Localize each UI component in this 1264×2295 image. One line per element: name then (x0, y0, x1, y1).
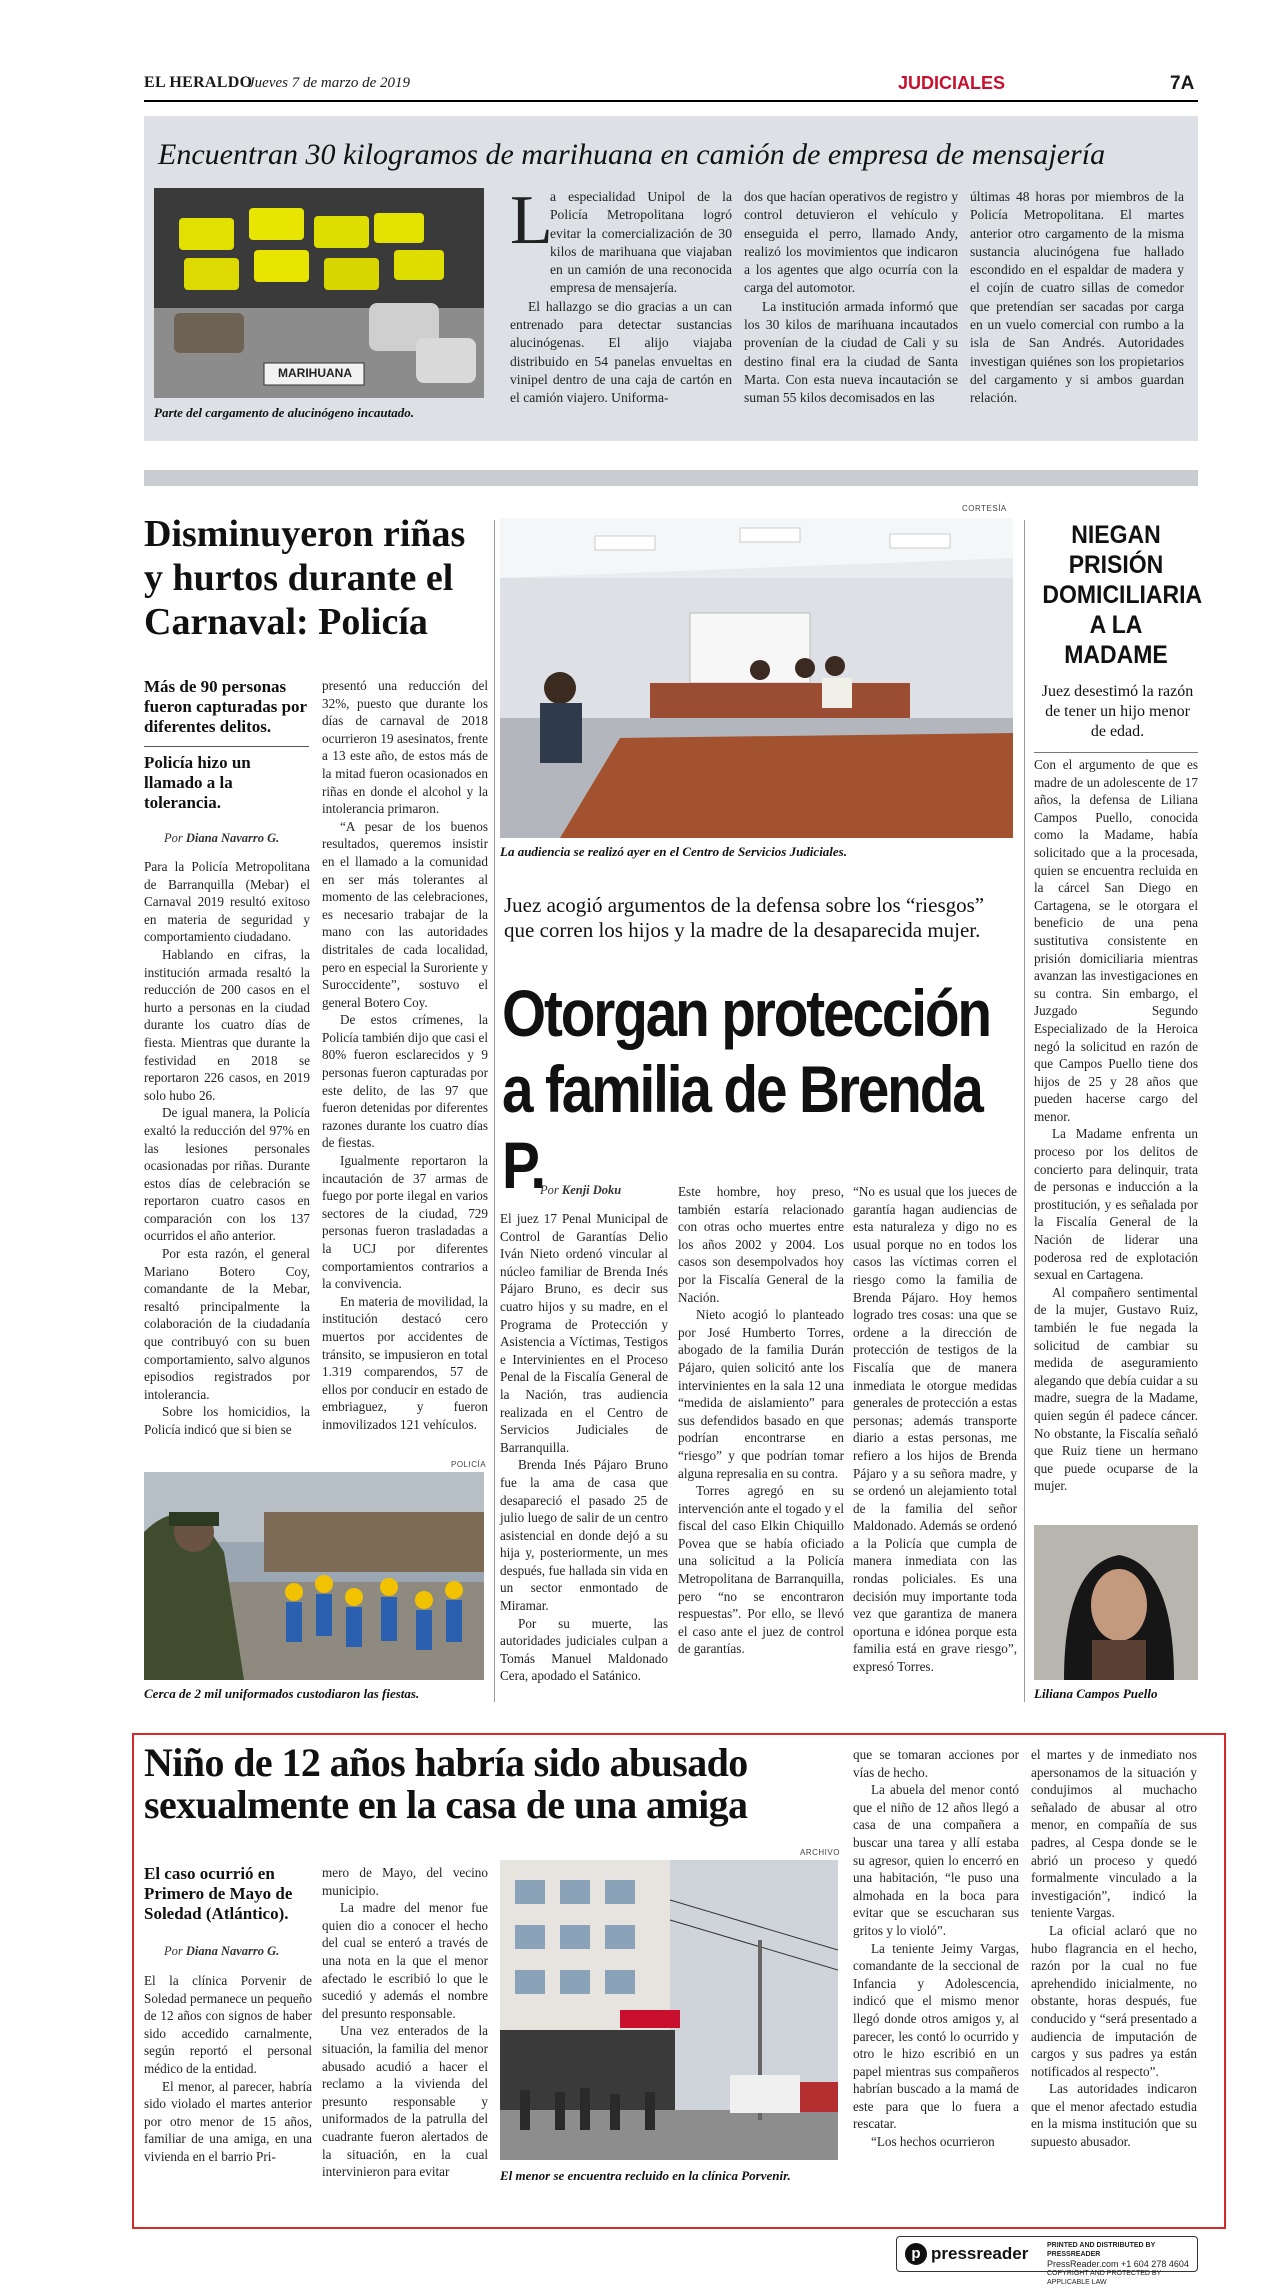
issue-date: Jueves 7 de marzo de 2019 (248, 75, 411, 91)
nino-col3-p1: que se tomaran acciones por vías de hecho. (853, 1747, 1019, 1780)
nino-col2-p2: La madre del menor fue quien dio a conocer el hecho del cual se enteró a través de una nota en la que el menor afectado le escribió lo que le sucedió y además el nombre del presunto responsable. (322, 1900, 488, 2021)
marihuana-col1 (510, 182, 732, 408)
carnaval-deck-rule (144, 746, 309, 747)
carnaval-col1 (144, 858, 310, 1439)
madame-photo (1034, 1525, 1198, 1680)
brenda-caption: La audiencia se realizó ayer en el Centro de Servicios Judiciales. (500, 844, 847, 859)
marihuana-col1-p2: El hallazgo se dio gracias a un can entrenado para detectar sustancias alucinógenas. El alijo viajaba distribuido en 54 panelas envueltas en vinipel dentro de una caja de cartón en el camión viajero. Uniforma- (510, 298, 732, 406)
marihuana-photo (154, 188, 484, 398)
carnaval-byline-author: Diana Navarro G. (185, 831, 280, 845)
madame-p1: Con el argumento de que es madre de un adolescente de 17 años, la defensa de Liliana Campos Puello, conocida como la Madame, había solicitado que a la procesada, quien se encuentra recluida en la cárcel San Diego en Cartagena, se le otorgara el beneficio de una pena sustitutiva consistente en prisión domiciliaria mientras avanzan las investigaciones en su contra. Sin embargo, el Juzgado Segundo Especializado de la Heroica negó la solicitud en razón de que Campos Puello tiene dos hijos de 25 y 28 años que pueden hacerse cargo del menor. (1034, 757, 1198, 1124)
brenda-byline-prefix: Por (540, 1183, 559, 1197)
carnaval-col2-p2: “A pesar de los buenos resultados, queremos insistir en el llamado a la comunidad en ser más tolerantes al momento de las celebraciones, es necesario trabajar de la mano con las autoridades distritales de cada localidad, pero en especial la Suroriente y Suroccidente”, sostuvo el general Botero Coy. (322, 818, 488, 1010)
pressreader-line-1: PRINTED AND DISTRIBUTED BY PRESSREADER (1047, 2242, 1156, 2258)
carnaval-col2-p1: presentó una reducción del 32%, puesto que durante los días de carnaval de 2018 ocurrieron 19 asesinatos, frente a 13 este año, de estos más de la mitad fueron ocasionados en riñas en donde el alcohol y la intolerancia primaron. (322, 678, 488, 817)
marihuana-caption: Parte del cargamento de alucinógeno incautado. (154, 405, 414, 420)
col-rule-right (1024, 520, 1025, 1702)
carnaval-col2-p3: De estos crímenes, la Policía también dijo que casi el 80% fueron esclarecidos y 9 personas fueron capturadas por este delito, de las 97 que fueron detenidas por diferentes razones durante los cuatro días de fiestas. (322, 1012, 488, 1151)
clinic-building-image (500, 1860, 838, 2160)
brenda-col2-p2: Nieto acogió lo planteado por José Humberto Torres, abogado de la familia Durán Pájaro, quien solicitó ante los intervinientes en la sala 12 una “medida de aislamiento” para sus defendidos basado en que podrían encontrarse en “riesgo” y que podrían tomar alguna represalia en su contra. (678, 1307, 844, 1481)
nino-col3-p3: La teniente Jeimy Vargas, comandante de la seccional de Infancia y Adolescencia, indicó que el mismo menor llegó donde otros amigos y, al parecer, les contó lo ocurrido y otro le hizo escribió en un papel mientras sus compañeros habrían buscado a la mamá de este para que lo fuera a rescatar. (853, 1940, 1019, 2132)
brenda-col1-p1: El juez 17 Penal Municipal de Control de Garantías Delio Iván Nieto ordenó vincular al núcleo familiar de Brenda Inés Pájaro Bruno, es decir sus cuatro hijos y su madre, en el Programa de Protección y Asistencia a Víctimas, Testigos e Intervinientes en el Proceso Penal de la Fiscalía General de la Nación, tras audiencia realizada en el Centro de Servicios Judiciales de Barranquilla. (500, 1211, 668, 1455)
carnaval-deck2: Policía hizo un llamado a la tolerancia. (144, 753, 251, 812)
madame-body (1034, 756, 1198, 1495)
nino-col3 (853, 1746, 1019, 2151)
brenda-photo (500, 518, 1013, 838)
nino-deck: El caso ocurrió en Primero de Mayo de Soledad (Atlántico). (144, 1864, 293, 1923)
nino-byline (164, 1944, 279, 1959)
nino-col3-p4: “Los hechos ocurrieron (871, 2134, 995, 2150)
brenda-col3 (853, 1183, 1017, 1676)
brenda-byline (540, 1183, 621, 1198)
nino-col2-p3: Una vez enterados de la situación, la familia del menor abusado acudió a hacer el reclamo a la vivienda del presunto responsable y uniformados de la patrulla del cuadrante fueron alertados de la situación, en la cual intervinieron para evitar (322, 2023, 488, 2180)
brenda-col2-p3: Torres agregó en su intervención ante el togado y el fiscal del caso Elkin Chiquillo Povea que se había oficiado una solicitud a la Policía Metropolitana de Barranquilla, pero “no se encontraron respuestas”. Por ello, se llevó el caso ante el juez de control de garantías. (678, 1483, 844, 1657)
madame-caption: Liliana Campos Puello (1034, 1686, 1158, 1701)
brenda-col1-p2: Brenda Inés Pájaro Bruno fue la ama de casa que desapareció el pasado 25 de julio luego de salir de un centro asistencial en donde dejó a su hija y, posteriormente, un mes después, fue hallada sin vida en un sector enmontado de Miramar. (500, 1457, 668, 1614)
nino-col3-p2: La abuela del menor contó que el niño de 12 años llegó a casa de una compañera a buscar una tarea y allí estaba su agresor, quien lo encerró en una habitación, “le puso una almohada en la boca para evitar que se escucharan sus gritos y lo violó”. (853, 1782, 1019, 1938)
nino-photo (500, 1860, 838, 2160)
nino-photo-credit: ARCHIVO (800, 1848, 840, 1857)
carnaval-col1-p1: Para la Policía Metropolitana de Barranquilla (Mebar) el Carnaval 2019 resultó exitoso en materia de seguridad y comportamiento ciudadano. (144, 859, 310, 945)
nino-col4-p3: Las autoridades indicaron que el menor afectado estudia en la misma institución que su supuesto abusador. (1031, 2081, 1197, 2150)
nino-caption: El menor se encuentra recluido en la clínica Porvenir. (500, 2168, 791, 2183)
carnaval-deck1: Más de 90 personas fueron capturadas por diferentes delitos. (144, 677, 307, 736)
pressreader-badge[interactable] (896, 2236, 1198, 2286)
marihuana-col2-p1: dos que hacían operativos de registro y control detuvieron el vehículo y enseguida el perro, llamado Andy, realizó los movimientos que indicaron a los agentes que algo ocurría con la carga del automotor. (744, 189, 958, 296)
nino-col4 (1031, 1746, 1197, 2151)
marihuana-dropcap: L (510, 182, 553, 259)
brenda-col1-p3: Por su muerte, las autoridades judiciales culpan a Tomás Manuel Maldonado Cera, apodado el Satánico. (500, 1615, 668, 1684)
page-number: 7A (1170, 73, 1195, 94)
marihuana-col1-p1: a especialidad Unipol de la Policía Metropolitana logró evitar la comercialización de 30 kilos de marihuana que viajaban en un camión de una reconocida empresa de mensajería. (550, 189, 732, 296)
carnaval-col2-p5: En materia de movilidad, la institución destacó cero muertos por accidentes de tránsito, se impusieron en total 1.319 comparendos, 57 de ellos por conducir en estado de embriaguez, y fueron inmovilizados 121 vehículos. (322, 1293, 488, 1432)
marihuana-headline: Encuentran 30 kilogramos de marihuana en camión de empresa de mensajería (158, 138, 1106, 171)
marihuana-label: MARIHUANA (278, 366, 352, 380)
brenda-col1 (500, 1210, 668, 1685)
section-divider-bar (144, 470, 1198, 486)
nino-col1 (144, 1972, 312, 2166)
carnaval-caption: Cerca de 2 mil uniformados custodiaron las fiestas. (144, 1686, 420, 1701)
brenda-photo-credit: CORTESÍA (962, 504, 1007, 513)
brenda-col2 (678, 1183, 844, 1658)
marihuana-col2 (744, 188, 958, 408)
carnaval-col2-p4: Igualmente reportaron la incautación de 37 armas de fuego por porte ilegal en varios sectores de la ciudad, 729 personas fueron trasladadas a la UCJ por diferentes comportamientos contrarios a la convivencia. (322, 1153, 488, 1292)
madame-headline: NIEGAN PRISIÓN DOMICILIARIA A LA MADAME (1042, 521, 1203, 669)
madame-p2: La Madame enfrenta un proceso por los delitos de concierto para delinquir, trata de personas e inducción a la prostitución, y es señalada por la Fiscalía General de la Nación de liderar una poderosa red de explotación sexual en Cartagena. (1034, 1126, 1198, 1283)
madame-deck: Juez desestimó la razón de tener un hijo menor de edad. (1041, 683, 1194, 740)
carnaval-headline: Disminuyeron riñas y hurtos durante el Carnaval: Policía (144, 513, 466, 643)
header-rule (144, 100, 1198, 102)
carnaval-col1-p2: Hablando en cifras, la institución armada resaltó la reducción de 200 casos en el hurto a personas en la ciudad durante los cuatro días de fiesta. Mientras que durante la festividad en 2018 se reportaron 226 casos, en 2019 solo hubo 26. (144, 946, 310, 1103)
nino-byline-author: Diana Navarro G. (185, 1944, 280, 1958)
brenda-byline-author: Kenji Doku (561, 1183, 622, 1197)
carnaval-col1-p3: De igual manera, la Policía exaltó la reducción del 97% en las lesiones personales ocasionadas por riñas. Durante estos días de celebración se reportaron cuatro casos en comparación con los 137 ocurridos el año anterior. (144, 1105, 310, 1244)
nino-col2-p1: mero de Mayo, del vecino municipio. (322, 1865, 488, 1898)
carnaval-photo (144, 1472, 484, 1680)
marihuana-col3-p1: últimas 48 horas por miembros de la Policía Metropolitana. El martes anterior otro cargamento de la misma sustancia alucinógena fue hallado escondido en el espaldar de madera y el cojín de cuatro sillas de comedor que pretendían ser sacadas por carga en un vuelo comercial con rumbo a la isla de San Andrés. Autoridades investigan quiénes son los propietarios del cargamento y si ambos guardan relación. (970, 189, 1184, 406)
liliana-portrait-image (1034, 1525, 1198, 1680)
nino-col2 (322, 1864, 488, 2181)
nino-byline-prefix: Por (164, 1944, 183, 1958)
madame-p3: Al compañero sentimental de la mujer, Gustavo Ruiz, también le fue negada la solicitud de cambiar su medida de aseguramiento alegando que debía cuidar a su madre, suegra de la Madame, quien según él padece cáncer. No obstante, la Fiscalía señaló que Ruiz tiene un hermano que puede ocuparse de la mujer. (1034, 1284, 1198, 1494)
marihuana-col3 (970, 188, 1184, 408)
nino-col4-p1: el martes y de inmediato nos apersonamos de la situación y condujimos al muchacho señalado de abusar al otro menor, en compañía de sus padres, al Cespa donde se le abrió un proceso y quedó formalmente vinculado a la investigación”, indicó la teniente Vargas. (1031, 1747, 1197, 1921)
brenda-kicker: Juez acogió argumentos de la defensa sobre los “riesgos” que corren los hijos y la madre de la desaparecida mujer. (504, 893, 985, 942)
pressreader-brand: pressreader (931, 2244, 1029, 2263)
carnaval-byline-prefix: Por (164, 831, 183, 845)
carnaval-col2 (322, 677, 488, 1434)
brenda-col2-p1: Este hombre, hoy preso, también estaría relacionado con otras ocho muertes entre los años 2002 y 2004. Los casos son desempolvados hoy por la Fiscalía General de la Nación. (678, 1184, 844, 1305)
nino-headline: Niño de 12 años habría sido abusado sexualmente en la casa de una amiga (144, 1740, 748, 1827)
carnaval-byline (164, 831, 279, 846)
brenda-headline: Otorgan protección a familia de Brenda P. (502, 976, 990, 1202)
pressreader-lines (1047, 2241, 1197, 2287)
pressreader-line-2: PressReader.com +1 604 278 4604 (1047, 2259, 1189, 2269)
madame-deck-rule (1034, 752, 1198, 753)
paper-name: EL HERALDO (144, 74, 253, 91)
section-name: JUDICIALES (898, 73, 1006, 93)
nino-col4-p2: La oficial aclaró que no hubo flagrancia en el hecho, razón por la cual no fue aprehendido inicialmente, no obstante, horas después, fue conducido y “será presentado a audiencia de imputación de cargos y sus padres ya están notificados al respecto”. (1031, 1922, 1197, 2079)
pressreader-logo-icon: p (905, 2243, 927, 2265)
pressreader-line-3: COPYRIGHT AND PROTECTED BY APPLICABLE LAW (1047, 2270, 1162, 2286)
carnaval-col1-p4: Por esta razón, el general Mariano Botero Coy, comandante de la Mebar, resaltó principalmente la colaboración de la ciudadanía que contribuyó con su buen comportamiento, salvo algunos episodios registrados por intolerancia. (144, 1246, 310, 1402)
nino-col1-p2: El menor, al parecer, habría sido violado el martes anterior por otro menor de 15 años, familiar de una amiga, en una vivienda en el barrio Pri- (144, 2078, 312, 2164)
carnaval-col1-p5: Sobre los homicidios, la Policía indicó que si bien se (144, 1404, 310, 1437)
brenda-col3-p1: “No es usual que los jueces de garantía hagan audiencias de esta naturaleza y digo no es usual porque no en todos los casos las víctimas corren el riesgo como la familia de Brenda Pájaro. Hoy hemos logrado tres cosas: una que se ordene a la dirección de protección de testigos de la Fiscalía que de manera inmediata le otorgue medidas generales de protección a estas personas; además transporte diario a estas personas, me refiero a los hijos de Brenda Pájaro y a su señora madre, y se ordenó un alejamiento total de la familia del señor Maldonado. Además se ordenó a la Policía que cumpla de manera inmediata con las rondas policiales. Es una decisión muy importante toda vez que garantiza de manera oportuna e idónea porque esta familia está en grave riesgo”, expresó Torres. (853, 1184, 1017, 1675)
col-rule-left (494, 520, 495, 1702)
marihuana-col2-p2: La institución armada informó que los 30 kilos de marihuana incautados provenían de la ciudad de Cali y su destino final era la ciudad de Santa Marta. Con esta nueva incautación se suman 55 kilos decomisados en las (744, 298, 958, 406)
nino-col1-p1: El la clínica Porvenir de Soledad permanece un pequeño de 12 años con signos de haber sido accedido carnalmente, según reportó el personal médico de la entidad. (144, 1973, 312, 2076)
police-parade-image (144, 1472, 484, 1680)
carnaval-photo-credit: POLICÍA (451, 1460, 487, 1469)
courtroom-image (500, 518, 1013, 838)
